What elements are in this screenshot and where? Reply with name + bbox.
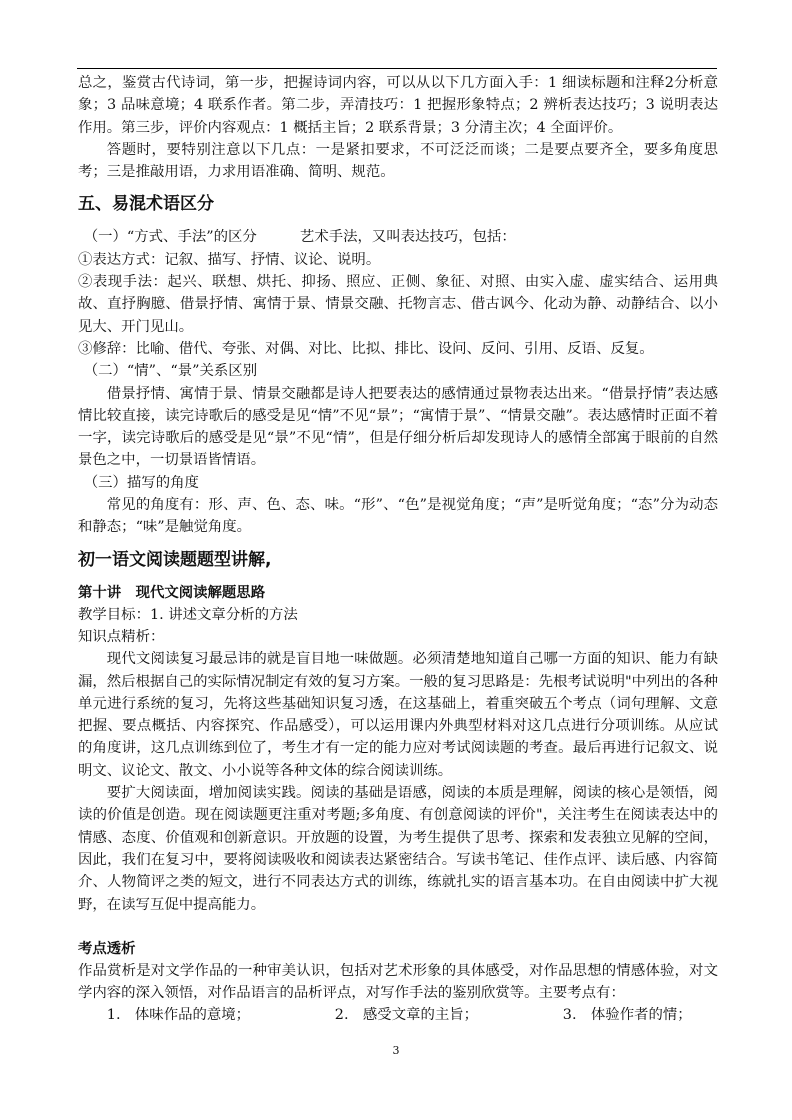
list-item: 2. 感受文章的主旨； xyxy=(334,1007,479,1024)
body-paragraph: 现代文阅读复习最忌讳的就是盲目地一味做题。必须清楚地知道自己哪一方面的知识、能力有缺漏，然后根据自己的实际情况制定有效的复习方案。一般的复习思路是：先根考试说明"中列出的各种单元进行系统的复习，先将这些基础知识复习透，在这基础上，着重突破五个考点（词句理解、文意把握、要点概括、内容探究、作品感受），可以运用课内外典型材料对这几点进行分项训练。从应试的角度讲，这几点训练到位了，考生才有一定的能力应对考试阅读题的考查。最后再进行记叙文、说明文、议论文、散文、小小说等各种文体的综合阅读训练。 xyxy=(78,651,718,779)
lecture-subtitle: 第十讲 现代文阅读解题思路 xyxy=(78,584,266,601)
analysis-paragraph: 作品赏析是对文学作品的一种审美认识，包括对艺术形象的具体感受，对作品思想的情感体验，对文学内容的深入领悟，对作品语言的品析评点，对写作手法的鉴别欣赏等。主要考点有： xyxy=(78,962,718,1002)
page-content xyxy=(78,72,718,1027)
list-item: ①表达方式：记叙、描写、抒情、议论、说明。 xyxy=(78,251,381,268)
teaching-goal: 教学目标：1. 讲述文章分析的方法 xyxy=(78,606,298,623)
key-points-list xyxy=(78,1004,718,1026)
knowledge-label: 知识点精析： xyxy=(78,628,165,645)
analysis-heading: 考点透析 xyxy=(78,940,136,957)
subsection-heading: （二）“情”、“景”关系区别 xyxy=(83,363,258,380)
list-item: ③修辞：比喻、借代、夸张、对偶、对比、比拟、排比、设问、反问、引用、反语、反复。 xyxy=(78,340,654,357)
page-number: 3 xyxy=(392,1044,400,1057)
blank-line xyxy=(78,916,718,938)
list-item: 3. 体验作者的情； xyxy=(562,1007,692,1024)
body-paragraph: 常见的角度有：形、声、色、态、味。“形”、“色”是视觉角度；“声”是听觉角度；“态”分为动态和静态；“味”是触觉角度。 xyxy=(78,497,718,536)
body-paragraph: 要扩大阅读面，增加阅读实践。阅读的基础是语感，阅读的本质是理解，阅读的核心是领悟，阅读的价值是创造。现在阅读题更注重对考题;多角度、有创意阅读的评价"，关注考生在阅读表达中的情感、态度、价值观和创新意识。开放题的设置，为考生提供了思考、探索和发表独立见解的空间，因此，我们在复习中，要将阅读吸收和阅读表达紧密结合。写读书笔记、佳作点评、读后感、内容简介、人物简评之类的短文，进行不同表达方式的训练，练就扎实的语言基本功。在自由阅读中扩大视野，在读写互促中提高能力。 xyxy=(78,785,718,913)
subsection-heading: （一）“方式、手法”的区分 艺术手法，又叫表达技巧，包括： xyxy=(83,229,516,246)
summary-paragraph: 总之，鉴赏古代诗词，第一步，把握诗词内容，可以从以下几方面入手：1 细读标题和注释2分析意象；3 品味意境；4 联系作者。第二步，弄清技巧：1 把握形象特点；2 辨析表达技巧；3 说明表达作用。第三步，评价内容观点：1 概括主旨；2 联系背景；3 分清主次；4 全面评价。 xyxy=(78,75,718,136)
subsection-heading: （三）描写的角度 xyxy=(83,474,199,491)
lecture-title: 初一语文阅读题题型讲解, xyxy=(78,549,272,570)
header-rule xyxy=(77,68,717,69)
list-item: 1. 体味作品的意境； xyxy=(106,1007,251,1024)
section-heading: 五、易混术语区分 xyxy=(78,194,214,215)
body-paragraph: 借景抒情、寓情于景、情景交融都是诗人把要表达的感情通过景物表达出来。“借景抒情”表达感情比较直接，读完诗歌后的感受是见“情”不见“景”；“寓情于景”、“情景交融”。表达感情时正面不着一字，读完诗歌后的感受是见“景”不见“情”，但是仔细分析后却发现诗人的感情全部寓于眼前的自然景色之中，一切景语皆情语。 xyxy=(78,385,718,469)
list-item: ②表现手法：起兴、联想、烘托、抑扬、照应、正侧、象征、对照、由实入虚、虚实结合、运用典故、直抒胸臆、借景抒情、寓情于景、情景交融、托物言志、借古讽今、化动为静、动静结合、以小见大、开门见山。 xyxy=(78,274,718,335)
answer-tips-paragraph: 答题时，要特别注意以下几点：一是紧扣要求，不可泛泛而谈；二是要点要齐全，要多角度思考；三是推敲用语，力求用语准确、简明、规范。 xyxy=(78,141,718,181)
